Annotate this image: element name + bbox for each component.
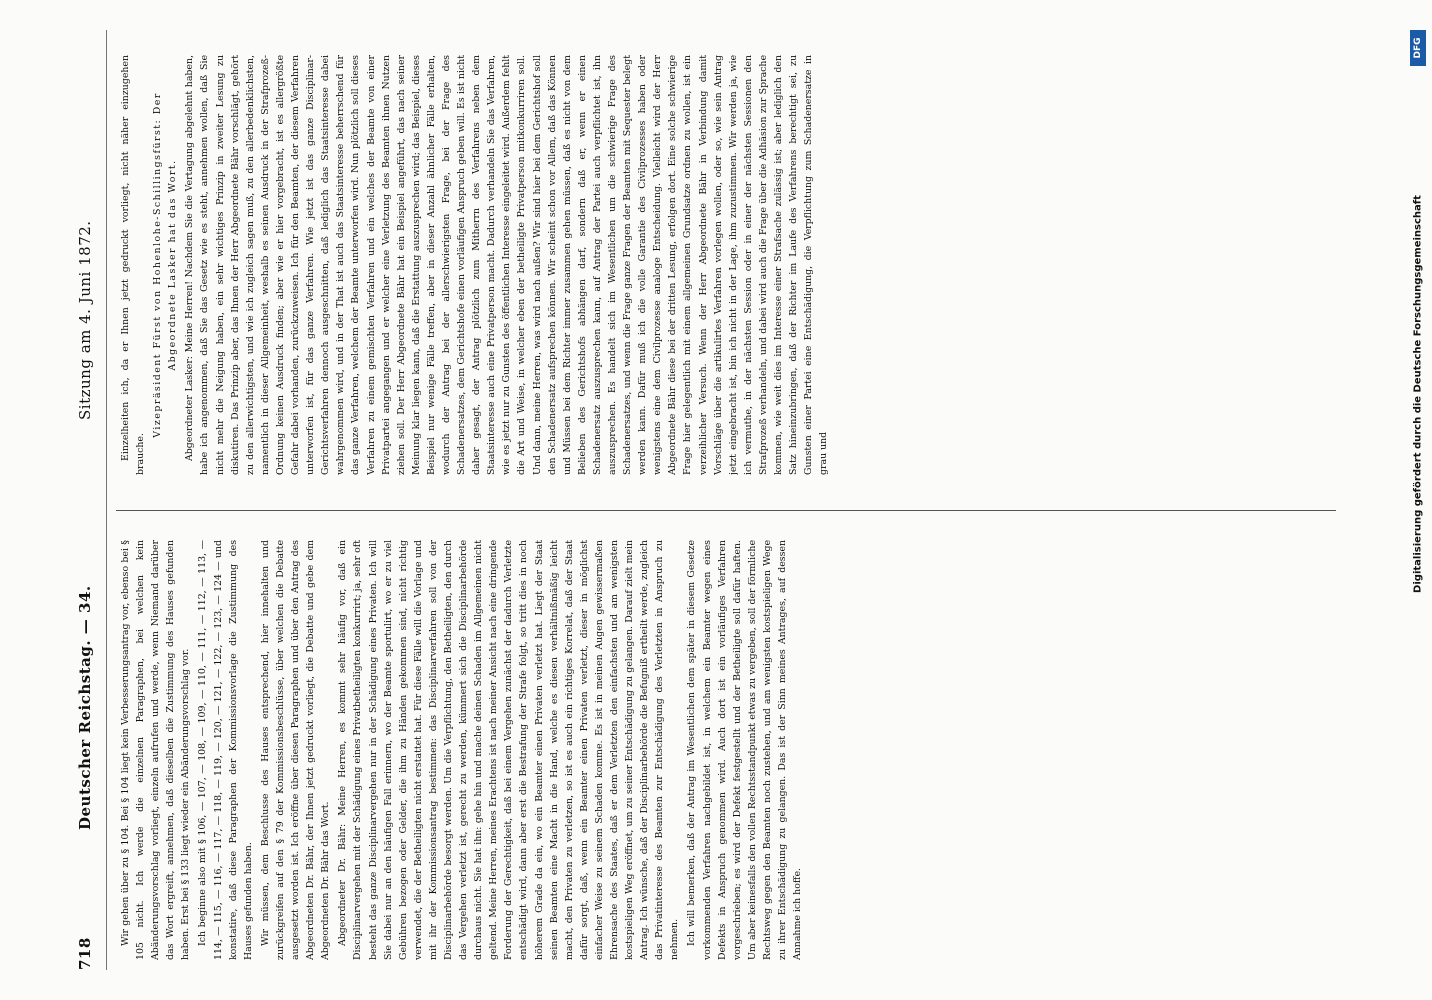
paragraph: Ich will bemerken, daß der Antrag im Wesentlichen dem später in diesem Gesetze vorkommenden Verfahren nachgebildet ist, in welchem ein Beamter wegen eines Defekts in Anspruch genommen wird. Auch dort ist ein vorläufiges Verfahren vorgeschrieben; es wird der Defekt festgestellt und der Betheiligte soll dafür haften. Um aber keinesfalls den vollen Rechtsstandpunkt etwas zu vergeben, soll der förmliche Rechtsweg gegen den Beamten noch zustehen, und am wenigsten kostspieligen Wege zu ihrer Entschädigung zu gelangen. Das ist der Sinn meines Antrages, auf dessen Annahme ich hoffe. [686,540,804,960]
digitization-sidebar [1410,30,1426,720]
paragraph: Abgeordneter Lasker: Meine Herren! Nachdem Sie die Vertagung abgelehnt haben, habe ich angenommen, daß Sie das Gesetz wie es steht, annehmen wollen, daß Sie nicht mehr die Neigung haben, ein sehr wichtiges Prinzip in zweiter Lesung zu diskutiren. Das Prinzip aber, das Ihnen der Herr Abgeordnete Bähr vorschlägt, gehört zu den allerwichtigsten, und wie ich zugleich sagen muß, zu den allerbedenklichsten, namentlich in dieser Allgemeinheit, weshalb es seinen Ausdruck in der Strafprozeß-Ordnung keinen Ausdruck finden; aber wie er hier vorgebracht, ist es allergrößte Gefahr dabei vorhanden, zurückzuweisen. Ich für den Beamten, der diesem Verfahren unterworfen ist, für das ganze Verfahren. Wie jetzt ist das ganze Disciplinar-Gerichtsverfahren dennoch ausgeschnitten, daß lediglich das Staatsinteresse dabei wahrgenommen wird, und in der That ist auch das Staatsinteresse beherrschend für das ganze Verfahren, welchem der Beamte unterworfen wird. Nun plötzlich soll dieses Verfahren zu einem gemischten Verfahren und ein welches der Beamte von einer Privatpartei angegangen und er welcher eine Verletzung des Beamten ihnen Nutzen ziehen soll. Der Herr Abgeordnete Bähr hat ein Beispiel angeführt, das nach seiner Meinung klar liegen kann, daß die Erstattung auszusprechen wird; das Beispiel, dieses Beispiel nur wenige Fälle treffen, aber in dieser Anzahl ähnlicher Fälle erhalten, wodurch der Antrag bei der allerschwierigsten Frage, bei der Frage des Schadenersatzes, dem Gerichtshofe einen vorläufigen Anspruch geben will. Es ist nicht daher gesagt, der Antrag plötzlich zum Mitherrn des Verfahrens neben dem Staatsinteresse auch eine Privatperson macht. Dadurch verhandeln Sie das Verfahren, wie es jetzt nur zu Gunsten des öffentlichen Interesse eingeleitet wird. Außerdem fehlt die Art und Weise, in welcher eben der betheiligte Privatperson mitkonkurriren soll. Und dann, meine Herren, was wird nach außen? Wir sind hier bei dem Gerichtshof soll den Schadenersatz aufsprechen können. Wir scheint schon vor Allem, daß das Können und Müssen bei dem Richter immer zusammen gehen müssen, daß es nicht von dem Belieben des Gerichtshofs abhängen darf, sondern daß er, wenn er einen Schadenersatz auszusprechen kann, auf Antrag der Partei auch verpflichtet ist, ihn auszusprechen. Es handelt sich im Wesentlichen um die schwierige Frage des Schadenersatzes, und wenn die Frage ganze Fragen der Beamten mit Sequester belegt werden kann. Dafür muß ich die volle Garantie des Civilprozesses haben oder wenigstens eine dem Civilprozesse analoge Entscheidung. Vielleicht wird der Herr Abgeordnete Bähr diese bei der dritten Lesung, erfolgen dort. Eine solche schwierige Frage hier gelegentlich mit einem allgemeinen Grundsatze ordnen zu wollen, ist ein verzeihlicher Versuch. Wenn der Herr Abgeordnete Bähr in Verbindung damit Vorschläge über die artikulirtes Verfahren vorlegen wollen, oder so, wie sein Antrag jetzt eingebracht ist, bin ich nicht in der Lage, ihm zuzustimmen. Wir werden ja, wie ich vermuthe, in der nächsten Session oder in einer der nächsten Sessionen den Strafprozeß verhandeln, und dabei wird auch die Frage über die Adhäsion zur Sprache kommen, wie weit dies im Interesse einer Strafsache zulässig ist; aber lediglich den Satz hineinzubringen, daß der Richter im Laufe des Verfahrens berechtigt sei, zu Gunsten einer Partei eine Entschädigung, die Verpflichtung zum Schadenersatze in grau und [184,55,830,475]
paragraph: Abgeordneter Dr. Bähr: Meine Herren, es kommt sehr häufig vor, daß ein Disciplinarvergehen mit der Schädigung eines Privatbetheiligten konkurrirt; ja, sehr oft besteht das ganze Disciplinarvergehen nur in der Schädigung eines Privaten. Ich will Sie dabei nur an den häufigen Fall erinnern, wo der Beamte sportulirt, wo er zu viel Gebühren bezogen oder Gelder, die ihm zu Händen gekommen sind, nicht richtig verwendet, die der Betheiligten nicht erstattet hat. Für diese Fälle will die Vorlage und mit ihr der Kommissionsantrag bestimmen: das Disciplinarverfahren soll von der Disciplinarbehörde besorgt werden. Um die Verpflichtung, den Betheiligten, den durch das Vergehen verletzt ist, gerecht zu werden, kümmert sich die Disciplinarbehörde durchaus nicht. Sie hat ihn: gehe hin und mache deinen Schaden im Allgemeinen nicht geltend. Meine Herren, meines Erachtens ist nach meiner Ansicht nach eine dringende Forderung der Gerechtigkeit, daß bei einem Vergehen zunächst der dadurch Verletzte entschädigt wird, dann aber erst die Bestrafung der Strafe folgt, so tritt dies in noch höherem Grade da ein, wo ein Beamter einen Privaten verletzt hat. Liegt der Staat seinen Beamten eine Macht in die Hand, welche es diesen verhältnißmäßig leicht macht, den Privaten zu verletzen, so ist es auch ein richtiges Korrelat, daß der Staat dafür sorgt, daß, wenn ein Beamter einen Privaten verletzt, dieser in möglichst einfacher Weise zu seinem Schaden komme. Es ist in meinen Augen gewissermaßen Ehrensache des Staates, daß er dem Verletzten den einfachsten und am wenigsten kostspieligen Weg eröffnet, um zu seiner Entschädigung zu gelangen. Darauf zielt mein Antrag. Ich wünsche, daß der Disciplinarbehörde die Befugniß ertheilt werde, zugleich das Privatinteresse des Beamten zur Entschädigung des Verletzten in Anspruch zu nehmen. [337,540,681,960]
paragraph: Wir gehen über zu § 104. Bei § 104 liegt kein Verbesserungsantrag vor, ebenso bei § 105 nicht. Ich werde die einzelnen Paragraphen, bei welchen kein Abänderungsvorschlag vorliegt, einzeln aufrufen und werde, wenn Niemand darüber das Wort ergreift, annehmen, daß dieselben die Zustimmung des Hauses gefunden haben. Erst bei § 133 liegt wieder ein Abänderungsvorschlag vor. [120,540,192,960]
paragraph: Einzelheiten ich, da er Ihnen jetzt gedruckt vorliegt, nicht näher einzugehen brauche. [120,55,147,475]
right-column [118,55,1328,475]
header-rule [106,30,107,970]
column-divider [116,510,1336,511]
running-title-right: Sitzung am 4. Juni 1872. [76,220,94,420]
paragraph: Wir müssen, dem Beschlusse des Hauses entsprechend, hier innehalten und zurückgreifen auf den § 79 der Kommissionsbeschlüsse, über welchen die Debatte ausgesetzt worden ist. Ich eröffne über diesen Paragraphen und über den Antrag des Abgeordneten Dr. Bähr, der Ihnen jetzt gedruckt vorliegt, die Debatte und gebe dem Abgeordneten Dr. Bähr das Wort. [259,540,332,960]
running-title-left: Deutscher Reichstag. — 34. [76,585,94,830]
funding-note [1410,74,1426,714]
paragraph: Ich beginne also mit § 106, — 107, — 108, — 109, — 110, — 111, — 112, — 113, — 114, — 115, — 116, — 117, — 118, — 119, — 120, — 121, — 122, — 123, — 124 — und konstatire, daß diese Paragraphen der Kommissionsvorlage die Zustimmung des Hauses gefunden haben. [197,540,254,960]
page-number: 718 [76,937,94,970]
rotated-page [36,20,1396,980]
dfg-logo-text: DFG [1413,37,1423,59]
dfg-logo-badge [1410,30,1426,66]
left-column [118,540,1328,960]
speaker-heading: Vizepräsident Fürst von Hohenlohe-Schillingsfürst: Der Abgeordnete Lasker hat das Wort. [152,92,179,438]
running-header [76,20,100,980]
funding-note-text: Digitalisierung gefördert durch die Deutsche Forschungsgemeinschaft [1412,195,1424,593]
